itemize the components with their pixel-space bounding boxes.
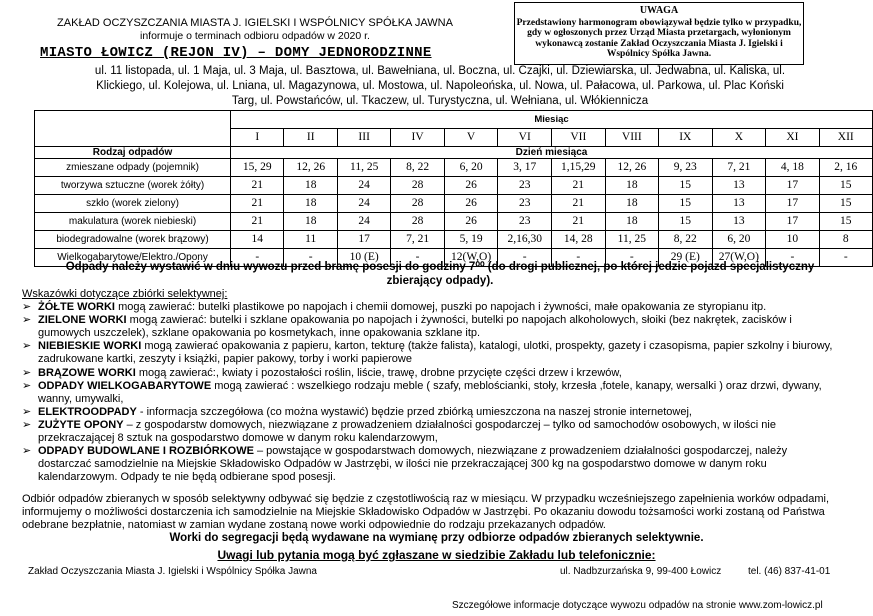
collection-note: Odbiór odpadów zbieranych w sposób selektywny odbywać się będzie z częstotliwością raz w miesiącu. W przypadku wcześniejszego zapełnienia worków odpadami, informujemy o możliwości dostarczenia ich samodzielnie na Miejskie Składowisko Odpadów w Jastrzębi. Po okazaniu dowodu tożsamości worki zostaną od Państwa odebrane bezpłatnie, natomiast w zamian wydane zostaną nowe worki odpowiednie do rodzaju przekazanych odpadów. xyxy=(22,493,830,532)
contact-note: Uwagi lub pytania mogą być zgłaszane w siedzibie Zakładu lub telefonicznie: xyxy=(217,548,656,562)
month-cell: VI xyxy=(498,128,552,146)
pickup-day-cell: 15 xyxy=(659,194,712,212)
table-row xyxy=(35,158,873,176)
pickup-day-cell: 9, 23 xyxy=(659,158,712,176)
month-cell: III xyxy=(337,128,390,146)
tip-category: ŻÓŁTE WORKI xyxy=(38,301,115,314)
tip-category: ELEKTROODPADY xyxy=(38,405,137,418)
company-header: ZAKŁAD OCZYSZCZANIA MIASTA J. IGIELSKI I WSPÓLNICY SPÓŁKA JAWNA xyxy=(57,17,453,29)
tips-heading: Wskazówki dotyczące zbiórki selektywnej: xyxy=(22,288,228,300)
tip-category: BRĄZOWE WORKI xyxy=(38,366,136,379)
page-title xyxy=(40,45,432,61)
pickup-day-cell: 11, 25 xyxy=(605,230,658,248)
pickup-day-cell: - xyxy=(231,248,284,266)
month-cell: VIII xyxy=(605,128,658,146)
pickup-day-cell: 27(W,O) xyxy=(712,248,766,266)
pickup-day-cell: 23 xyxy=(498,212,552,230)
waste-type-label: zmieszane odpady (pojemnik) xyxy=(35,158,231,176)
table-corner-mid xyxy=(35,128,231,146)
pickup-day-cell: 8, 22 xyxy=(659,230,712,248)
arrow-bullet-icon: ➢ xyxy=(22,379,32,392)
arrow-bullet-icon: ➢ xyxy=(22,405,32,418)
tip-text: mogą zawierać:, kwiaty i pozostałości roślin, liście, trawę, drobne przycięte części drzew i krzewów, xyxy=(138,366,622,379)
footer-address: ul. Nadbzurzańska 9, 99-400 Łowicz xyxy=(560,566,722,577)
pickup-day-cell: 15, 29 xyxy=(231,158,284,176)
tip-category: ZUŻYTE OPONY xyxy=(38,418,124,431)
pickup-day-cell: 12(W,O) xyxy=(444,248,498,266)
waste-type-label: biodegradowalne (worek brązowy) xyxy=(35,230,231,248)
list-item xyxy=(22,380,842,406)
pickup-day-cell: 28 xyxy=(391,212,444,230)
month-cell: II xyxy=(284,128,337,146)
list-item xyxy=(22,406,842,419)
arrow-bullet-icon: ➢ xyxy=(22,418,32,431)
pickup-day-cell: 18 xyxy=(605,194,658,212)
pickup-day-cell: - xyxy=(498,248,552,266)
tip-text: – powstające w gospodarstwach domowych, niezwiązane z prowadzeniem działalności gospodarczej, należy dostarczać samodzielnie na Miejskie Składowisko Odpadów w Jastrzębi, w ilości nie przekraczającej 300 kg na gospodarstwo domowe w danym roku kalendarzowym. Odpady te nie będą odbierane spod posesji. xyxy=(38,445,788,484)
pickup-day-cell: 15 xyxy=(819,176,872,194)
pickup-day-cell: 17 xyxy=(766,194,819,212)
pickup-day-cell: 10 xyxy=(766,230,819,248)
schedule-table xyxy=(34,110,873,267)
pickup-day-cell: 29 (E) xyxy=(659,248,712,266)
tip-category: ODPADY WIELKOGABARYTOWE xyxy=(38,379,212,392)
pickup-day-cell: 26 xyxy=(444,194,498,212)
tip-category: ODPADY BUDOWLANE I ROZBIÓRKOWE xyxy=(38,445,254,458)
notice-heading: UWAGA xyxy=(639,5,679,16)
tip-text: mogą zawierać: butelki plastikowe po napojach i chemii domowej, puszki po napojach i żywności, małe opakowania ze styropianu itp. xyxy=(118,301,767,314)
tip-text: - informacja szczegółowa (co można wystawić) będzie przed zbiórką umieszczona na naszej stronie internetowej, xyxy=(139,405,692,418)
list-item xyxy=(22,314,842,340)
month-cell: IX xyxy=(659,128,712,146)
month-cell: I xyxy=(231,128,284,146)
pickup-day-cell: 14, 28 xyxy=(552,230,606,248)
tip-text: mogą zawierać opakowania z papieru, karton, tekturę (także falista), katalogi, ulotki, prospekty, gazety i czasopisma, papier szkolny i biurowy, zadrukowane kartki, zeszyty i książki, papier pakowy, torby i worki papierowe xyxy=(38,340,833,366)
waste-type-label: Wielkogabarytowe/Elektro./Opony xyxy=(35,248,231,266)
table-row xyxy=(35,230,873,248)
pickup-day-cell: 4, 18 xyxy=(766,158,819,176)
pickup-day-cell: 21 xyxy=(552,194,606,212)
month-cell: IV xyxy=(391,128,444,146)
pickup-day-cell: 6, 20 xyxy=(444,158,498,176)
pickup-day-cell: 6, 20 xyxy=(712,230,766,248)
arrow-bullet-icon: ➢ xyxy=(22,366,32,379)
list-item xyxy=(22,301,842,314)
list-item xyxy=(22,419,842,445)
month-cell: X xyxy=(712,128,766,146)
pickup-day-cell: 13 xyxy=(712,194,766,212)
footer-phone: tel. (46) 837-41-01 xyxy=(748,566,831,577)
list-item xyxy=(22,445,842,484)
pickup-day-cell: 10 (E) xyxy=(337,248,390,266)
pickup-day-cell: 3, 17 xyxy=(498,158,552,176)
schedule-subtitle: informuje o terminach odbioru odpadów w 2020 r. xyxy=(140,30,370,42)
month-cell: XI xyxy=(766,128,819,146)
month-cell: V xyxy=(444,128,498,146)
pickup-day-cell: 7, 21 xyxy=(712,158,766,176)
pickup-day-cell: 17 xyxy=(766,212,819,230)
pickup-day-cell: 23 xyxy=(498,194,552,212)
tip-text: mogą zawierać : wszelkiego rodzaju meble ( szafy, meblościanki, stoły, krzesła ,fotele, kanapy, wersalki ) oraz drzwi, dywany, wanny, umywalki, xyxy=(38,379,822,405)
pickup-day-cell: 13 xyxy=(712,176,766,194)
pickup-day-cell: 28 xyxy=(391,194,444,212)
pickup-day-cell: 17 xyxy=(337,230,390,248)
pickup-day-cell: - xyxy=(284,248,337,266)
tip-category: ZIELONE WORKI xyxy=(38,314,127,327)
selective-collection-tips xyxy=(22,288,842,484)
pickup-day-cell: 15 xyxy=(819,194,872,212)
pickup-day-cell: 21 xyxy=(231,176,284,194)
street-list: ul. 11 listopada, ul. 1 Maja, ul. 3 Maja, ul. Basztowa, ul. Bawełniana, ul. Boczna, ul. Czajki, ul. Dziewiarska, ul. Jedwabna, ul. Kaliska, ul. Klickiego, ul. Kolejowa, ul. Lniana, ul. Magazynowa, ul. Mostowa, ul. Napoleońska, ul. Nowa, ul. Pałacowa, ul. Parkowa, ul. Plac Koński Targ, ul. Powstańców, ul. Tkaczew, ul. Turystyczna, ul. Wełniana, ul. Włókiennicza xyxy=(94,65,786,107)
pickup-day-cell: 11, 25 xyxy=(337,158,390,176)
footer-website-note: Szczegółowe informacje dotyczące wywozu odpadów na stronie www.zom-lowicz.pl xyxy=(452,600,823,611)
arrow-bullet-icon: ➢ xyxy=(22,445,32,458)
waste-type-label: tworzywa sztuczne (worek żółty) xyxy=(35,176,231,194)
pickup-day-cell: 5, 19 xyxy=(444,230,498,248)
list-item xyxy=(22,340,842,366)
pickup-day-cell: - xyxy=(552,248,606,266)
table-row xyxy=(35,194,873,212)
pickup-day-cell: 8 xyxy=(819,230,872,248)
table-corner xyxy=(35,111,231,129)
pickup-day-cell: 15 xyxy=(819,212,872,230)
arrow-bullet-icon: ➢ xyxy=(22,314,32,327)
pickup-day-cell: 11 xyxy=(284,230,337,248)
pickup-day-cell: 12, 26 xyxy=(284,158,337,176)
pickup-day-cell: 17 xyxy=(766,176,819,194)
month-cell: XII xyxy=(819,128,872,146)
pickup-day-cell: 1,15,29 xyxy=(552,158,606,176)
pickup-day-cell: 2,16,30 xyxy=(498,230,552,248)
pickup-day-cell: 18 xyxy=(284,176,337,194)
waste-type-label: makulatura (worek niebieski) xyxy=(35,212,231,230)
pickup-day-cell: 21 xyxy=(552,212,606,230)
tip-text: mogą zawierać: butelki i szklane opakowania po napojach i żywności, butelki po napojach alkoholowych, słoiki (bez nakrętek, zacisków i gumowych uszczelek), szklane opakowania po kosmetykach, inne opakowania szklane itp. xyxy=(38,314,792,340)
waste-type-label: szkło (worek zielony) xyxy=(35,194,231,212)
month-header: Miesiąc xyxy=(231,111,873,129)
pickup-day-cell: 26 xyxy=(444,176,498,194)
pickup-day-cell: 21 xyxy=(552,176,606,194)
pickup-day-cell: 21 xyxy=(231,212,284,230)
day-header: Dzień miesiąca xyxy=(231,146,873,158)
pickup-day-cell: 12, 26 xyxy=(605,158,658,176)
pickup-day-cell: - xyxy=(819,248,872,266)
month-cell: VII xyxy=(552,128,606,146)
pickup-day-cell: 14 xyxy=(231,230,284,248)
notice-box xyxy=(514,2,804,65)
pickup-day-cell: 23 xyxy=(498,176,552,194)
pickup-day-cell: 26 xyxy=(444,212,498,230)
arrow-bullet-icon: ➢ xyxy=(22,301,32,314)
table-row xyxy=(35,212,873,230)
pickup-day-cell: 24 xyxy=(337,194,390,212)
tip-text: – z gospodarstw domowych, niezwiązane z prowadzeniem działalności gospodarczej – tylko od samochodów osobowych, w ilości nie przekraczającej 8 sztuk na gospodarstwo domowe w danym roku kalendarzowym, xyxy=(38,418,776,445)
footer-company: Zakład Oczyszczania Miasta J. Igielski i Wspólnicy Spółka Jawna xyxy=(28,566,317,577)
pickup-day-cell: 15 xyxy=(659,176,712,194)
pickup-day-cell: 24 xyxy=(337,176,390,194)
bags-note: Worki do segregacji będą wydawane na wymianę przy odbiorze odpadów zbieranych selektywnie. xyxy=(169,532,704,544)
pickup-day-cell: 18 xyxy=(284,212,337,230)
pickup-day-cell: 18 xyxy=(284,194,337,212)
pickup-day-cell: 28 xyxy=(391,176,444,194)
put-out-instructions: Odpady należy wystawić w dniu wywozu przed bramę posesji do godziny 7⁰⁰ (do drogi publicznej, po której jedzie pojazd specjalistyczny zbierający odpady). xyxy=(65,261,815,287)
pickup-day-cell: 18 xyxy=(605,212,658,230)
list-item xyxy=(22,367,842,380)
page-title-text: MIASTO ŁOWICZ (REJON IV) – DOMY JEDNORODZINNE xyxy=(40,45,432,61)
pickup-day-cell: 8, 22 xyxy=(391,158,444,176)
table-row xyxy=(35,176,873,194)
pickup-day-cell: - xyxy=(605,248,658,266)
pickup-day-cell: 15 xyxy=(659,212,712,230)
tip-category: NIEBIESKIE WORKI xyxy=(38,340,142,353)
pickup-day-cell: - xyxy=(766,248,819,266)
arrow-bullet-icon: ➢ xyxy=(22,340,32,353)
notice-body: Przedstawiony harmonogram obowiązywał będzie tylko w przypadku, gdy w ogłoszonych przez Urząd Miasta przetargach, wyłonionym wykonawcą zostanie Zakład Oczyszczania Miasta J. Igielski i Wspólnicy Spółka Jawna. xyxy=(516,17,802,59)
pickup-day-cell: 2, 16 xyxy=(819,158,872,176)
pickup-day-cell: 13 xyxy=(712,212,766,230)
pickup-day-cell: - xyxy=(391,248,444,266)
pickup-day-cell: 18 xyxy=(605,176,658,194)
pickup-day-cell: 24 xyxy=(337,212,390,230)
pickup-day-cell: 7, 21 xyxy=(391,230,444,248)
pickup-day-cell: 21 xyxy=(231,194,284,212)
type-header: Rodzaj odpadów xyxy=(35,146,231,158)
